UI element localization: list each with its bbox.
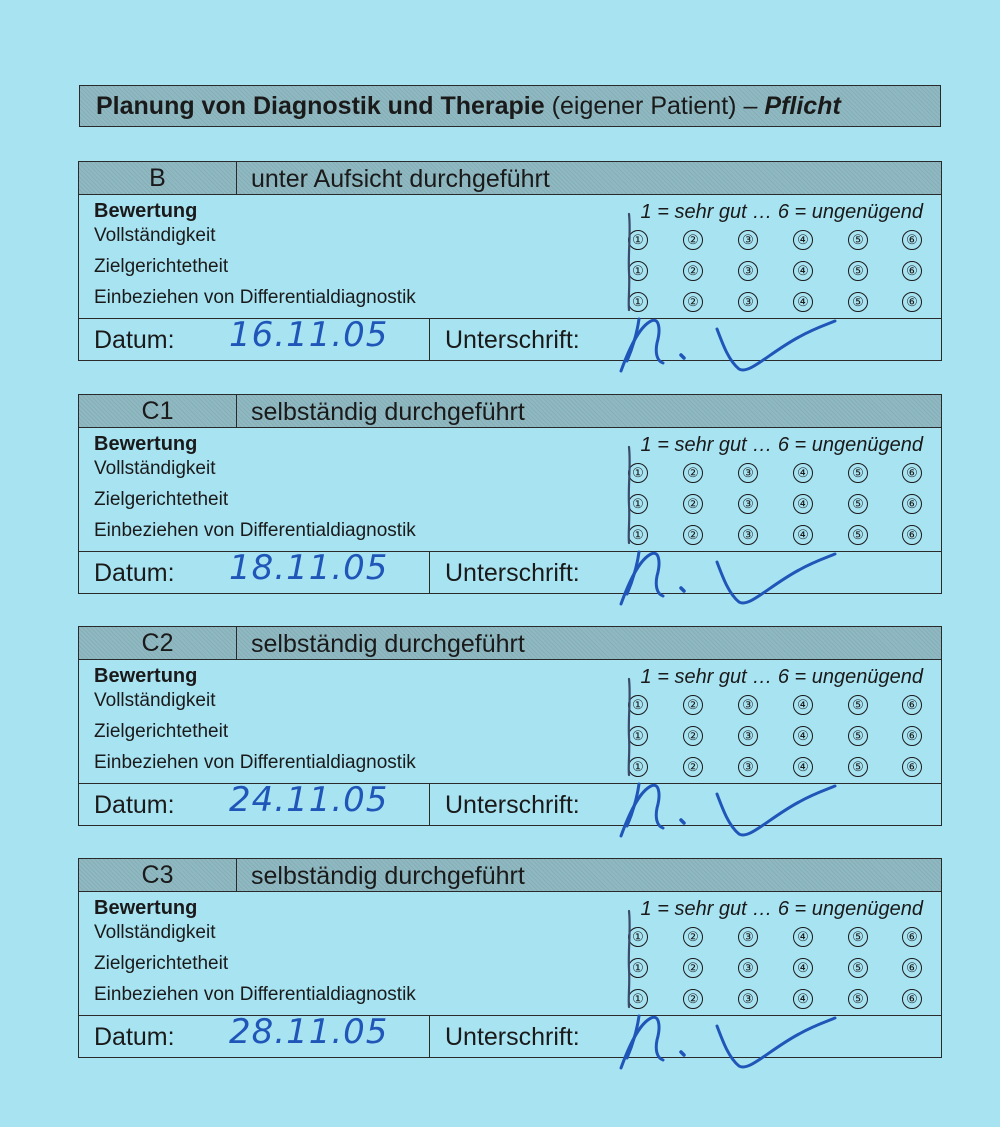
rating-circle-2[interactable]: ② bbox=[683, 230, 703, 250]
rating-circle-3[interactable]: ③ bbox=[738, 757, 758, 777]
rating-circle-2[interactable]: ② bbox=[683, 695, 703, 715]
datum-label: Datum: bbox=[94, 1023, 175, 1051]
block-mode: selbständig durchgeführt bbox=[251, 398, 525, 426]
datum-handwritten: 16.11.05 bbox=[229, 315, 389, 355]
datum-handwritten: 24.11.05 bbox=[229, 780, 389, 820]
rating-circle-1[interactable]: ① bbox=[628, 726, 648, 746]
rating-circle-2[interactable]: ② bbox=[683, 989, 703, 1009]
handwritten-signature bbox=[599, 532, 859, 622]
rating-circle-6[interactable]: ⑥ bbox=[902, 695, 922, 715]
block-header bbox=[79, 395, 941, 428]
criterion-label: Einbeziehen von Differentialdiagnostik bbox=[94, 752, 416, 773]
unterschrift-label: Unterschrift: bbox=[445, 791, 580, 819]
rating-circle-4[interactable]: ④ bbox=[793, 726, 813, 746]
rating-circle-5[interactable]: ⑤ bbox=[848, 695, 868, 715]
unterschrift-label: Unterschrift: bbox=[445, 559, 580, 587]
datum-handwritten: 28.11.05 bbox=[229, 1012, 389, 1052]
rating-circle-3[interactable]: ③ bbox=[738, 726, 758, 746]
block-footer bbox=[79, 548, 941, 594]
block-header bbox=[79, 162, 941, 195]
bewertung-label: Bewertung bbox=[94, 433, 198, 455]
selection-mark bbox=[619, 677, 639, 777]
rating-circle-6[interactable]: ⑥ bbox=[902, 463, 922, 483]
datum-label: Datum: bbox=[94, 791, 175, 819]
evaluation-block-c3 bbox=[78, 858, 942, 1058]
rating-scale-legend: 1 = sehr gut … 6 = ungenügend bbox=[640, 201, 923, 223]
rating-circle-1[interactable]: ① bbox=[628, 927, 648, 947]
rating-circle-1[interactable]: ① bbox=[628, 525, 648, 545]
rating-circle-6[interactable]: ⑥ bbox=[902, 292, 922, 312]
evaluation-block-c2 bbox=[78, 626, 942, 826]
rating-circle-4[interactable]: ④ bbox=[793, 757, 813, 777]
selection-mark bbox=[619, 212, 639, 312]
rating-circle-3[interactable]: ③ bbox=[738, 695, 758, 715]
rating-circle-5[interactable]: ⑤ bbox=[848, 463, 868, 483]
rating-circle-5[interactable]: ⑤ bbox=[848, 261, 868, 281]
rating-circle-6[interactable]: ⑥ bbox=[902, 494, 922, 514]
rating-scale-legend: 1 = sehr gut … 6 = ungenügend bbox=[640, 434, 923, 456]
rating-circle-5[interactable]: ⑤ bbox=[848, 494, 868, 514]
rating-circle-1[interactable]: ① bbox=[628, 261, 648, 281]
block-code: C3 bbox=[79, 859, 237, 891]
bewertung-label: Bewertung bbox=[94, 897, 198, 919]
rating-circle-4[interactable]: ④ bbox=[793, 927, 813, 947]
rating-circle-3[interactable]: ③ bbox=[738, 261, 758, 281]
criterion-label: Vollständigkeit bbox=[94, 922, 216, 943]
rating-circle-2[interactable]: ② bbox=[683, 757, 703, 777]
rating-circle-6[interactable]: ⑥ bbox=[902, 757, 922, 777]
rating-circle-1[interactable]: ① bbox=[628, 757, 648, 777]
title-patient-note: (eigener Patient) bbox=[551, 91, 737, 120]
rating-circle-2[interactable]: ② bbox=[683, 292, 703, 312]
rating-circle-5[interactable]: ⑤ bbox=[848, 989, 868, 1009]
rating-circle-2[interactable]: ② bbox=[683, 261, 703, 281]
rating-scale-legend: 1 = sehr gut … 6 = ungenügend bbox=[640, 898, 923, 920]
block-footer bbox=[79, 780, 941, 826]
rating-circle-6[interactable]: ⑥ bbox=[902, 261, 922, 281]
rating-circle-3[interactable]: ③ bbox=[738, 292, 758, 312]
rating-circle-3[interactable]: ③ bbox=[738, 958, 758, 978]
rating-circle-1[interactable]: ① bbox=[628, 292, 648, 312]
footer-divider bbox=[429, 552, 430, 594]
block-header bbox=[79, 859, 941, 892]
block-header bbox=[79, 627, 941, 660]
handwritten-signature bbox=[599, 299, 859, 389]
rating-circle-2[interactable]: ② bbox=[683, 726, 703, 746]
rating-circle-3[interactable]: ③ bbox=[738, 463, 758, 483]
block-code: B bbox=[79, 162, 237, 194]
rating-circle-4[interactable]: ④ bbox=[793, 494, 813, 514]
rating-circle-1[interactable]: ① bbox=[628, 494, 648, 514]
bewertung-label: Bewertung bbox=[94, 665, 198, 687]
rating-circle-4[interactable]: ④ bbox=[793, 230, 813, 250]
rating-circle-5[interactable]: ⑤ bbox=[848, 927, 868, 947]
rating-circle-5[interactable]: ⑤ bbox=[848, 230, 868, 250]
rating-circle-3[interactable]: ③ bbox=[738, 494, 758, 514]
rating-circle-4[interactable]: ④ bbox=[793, 695, 813, 715]
rating-circle-6[interactable]: ⑥ bbox=[902, 958, 922, 978]
rating-circle-4[interactable]: ④ bbox=[793, 958, 813, 978]
criterion-label: Zielgerichtetheit bbox=[94, 489, 229, 510]
block-mode: selbständig durchgeführt bbox=[251, 862, 525, 890]
rating-circle-2[interactable]: ② bbox=[683, 494, 703, 514]
datum-label: Datum: bbox=[94, 559, 175, 587]
criterion-label: Vollständigkeit bbox=[94, 225, 216, 246]
handwritten-signature bbox=[599, 764, 859, 854]
rating-circle-5[interactable]: ⑤ bbox=[848, 958, 868, 978]
footer-divider bbox=[429, 784, 430, 826]
block-code: C2 bbox=[79, 627, 237, 659]
rating-circle-2[interactable]: ② bbox=[683, 525, 703, 545]
criterion-label: Zielgerichtetheit bbox=[94, 256, 229, 277]
rating-circle-2[interactable]: ② bbox=[683, 958, 703, 978]
selection-mark bbox=[619, 445, 639, 545]
rating-circle-3[interactable]: ③ bbox=[738, 525, 758, 545]
criterion-label: Vollständigkeit bbox=[94, 690, 216, 711]
unterschrift-label: Unterschrift: bbox=[445, 326, 580, 354]
evaluation-block-c1 bbox=[78, 394, 942, 594]
title-mandatory: Pflicht bbox=[764, 91, 841, 120]
rating-circle-4[interactable]: ④ bbox=[793, 989, 813, 1009]
criterion-label: Einbeziehen von Differentialdiagnostik bbox=[94, 287, 416, 308]
block-code: C1 bbox=[79, 395, 237, 427]
rating-circle-6[interactable]: ⑥ bbox=[902, 525, 922, 545]
block-mode: unter Aufsicht durchgeführt bbox=[251, 165, 550, 193]
rating-circle-3[interactable]: ③ bbox=[738, 927, 758, 947]
criterion-label: Zielgerichtetheit bbox=[94, 953, 229, 974]
rating-circle-1[interactable]: ① bbox=[628, 463, 648, 483]
rating-circle-5[interactable]: ⑤ bbox=[848, 292, 868, 312]
rating-circle-4[interactable]: ④ bbox=[793, 261, 813, 281]
criterion-label: Einbeziehen von Differentialdiagnostik bbox=[94, 520, 416, 541]
unterschrift-label: Unterschrift: bbox=[445, 1023, 580, 1051]
criterion-label: Zielgerichtetheit bbox=[94, 721, 229, 742]
selection-mark bbox=[619, 909, 639, 1009]
rating-circle-1[interactable]: ① bbox=[628, 230, 648, 250]
rating-circle-4[interactable]: ④ bbox=[793, 292, 813, 312]
rating-circle-2[interactable]: ② bbox=[683, 927, 703, 947]
rating-circle-5[interactable]: ⑤ bbox=[848, 757, 868, 777]
rating-circle-1[interactable]: ① bbox=[628, 695, 648, 715]
rating-circle-5[interactable]: ⑤ bbox=[848, 525, 868, 545]
block-footer bbox=[79, 315, 941, 361]
criterion-label: Einbeziehen von Differentialdiagnostik bbox=[94, 984, 416, 1005]
bewertung-label: Bewertung bbox=[94, 200, 198, 222]
rating-circle-4[interactable]: ④ bbox=[793, 463, 813, 483]
rating-circle-3[interactable]: ③ bbox=[738, 230, 758, 250]
rating-circle-3[interactable]: ③ bbox=[738, 989, 758, 1009]
rating-circle-6[interactable]: ⑥ bbox=[902, 230, 922, 250]
block-footer bbox=[79, 1012, 941, 1058]
title-main: Planung von Diagnostik und Therapie bbox=[96, 91, 545, 120]
rating-circle-6[interactable]: ⑥ bbox=[902, 927, 922, 947]
evaluation-block-b bbox=[78, 161, 942, 361]
rating-circle-5[interactable]: ⑤ bbox=[848, 726, 868, 746]
title-dash: – bbox=[743, 91, 758, 120]
footer-divider bbox=[429, 1016, 430, 1058]
rating-circle-1[interactable]: ① bbox=[628, 989, 648, 1009]
rating-circle-2[interactable]: ② bbox=[683, 463, 703, 483]
rating-scale-legend: 1 = sehr gut … 6 = ungenügend bbox=[640, 666, 923, 688]
handwritten-signature bbox=[599, 996, 859, 1086]
rating-circle-4[interactable]: ④ bbox=[793, 525, 813, 545]
rating-circle-6[interactable]: ⑥ bbox=[902, 726, 922, 746]
rating-circle-6[interactable]: ⑥ bbox=[902, 989, 922, 1009]
block-mode: selbständig durchgeführt bbox=[251, 630, 525, 658]
footer-divider bbox=[429, 319, 430, 361]
rating-circle-1[interactable]: ① bbox=[628, 958, 648, 978]
form-title bbox=[79, 85, 941, 127]
datum-label: Datum: bbox=[94, 326, 175, 354]
datum-handwritten: 18.11.05 bbox=[229, 548, 389, 588]
criterion-label: Vollständigkeit bbox=[94, 458, 216, 479]
